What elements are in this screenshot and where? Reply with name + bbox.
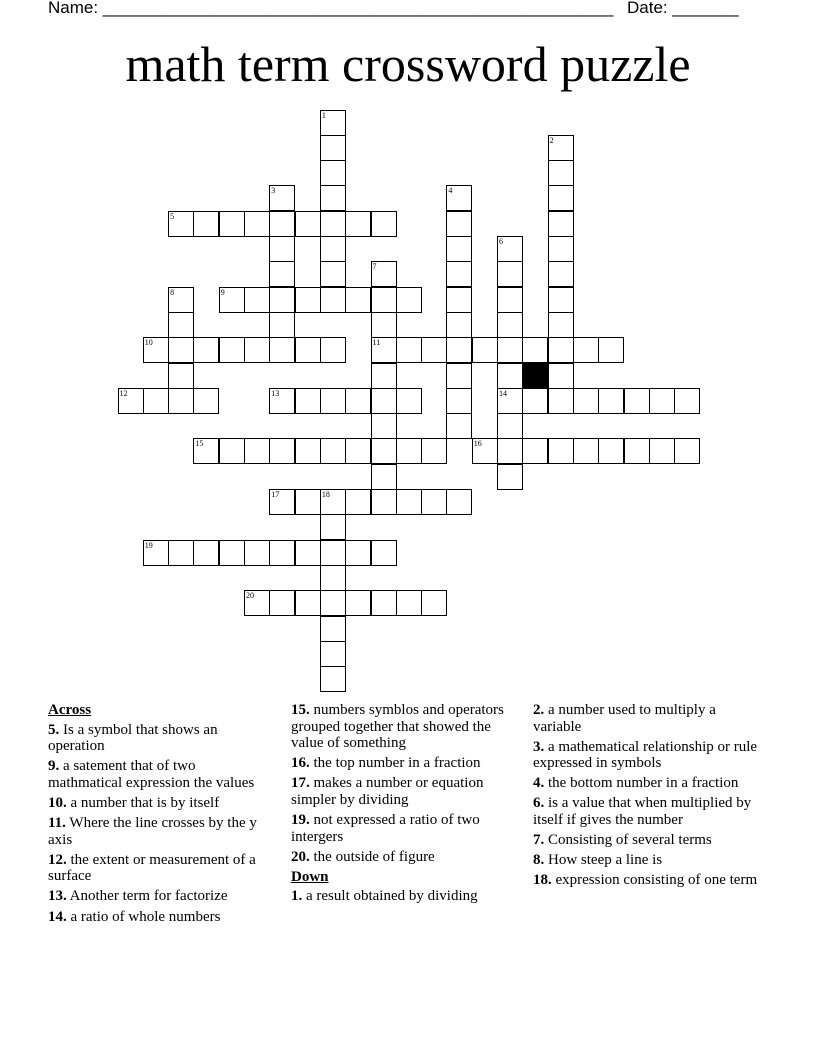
clue-column-3 [533,702,761,892]
clue-text: makes a number or equation simpler by dividing [291,775,484,808]
grid-cell[interactable] [371,261,397,287]
grid-cell[interactable] [548,388,574,414]
clue-number: 1. [291,888,303,905]
grid-cell[interactable] [219,211,245,237]
clue-number-label: 6 [499,237,503,246]
grid-cell[interactable] [497,312,523,338]
clue-column-2 [291,702,519,909]
clue-item [533,872,761,889]
grid-cell[interactable] [548,211,574,237]
clue-number-label: 7 [372,262,377,272]
clue-number-label: 14 [499,388,507,398]
clue-text: a satement that of two mathmatical expression the values [48,758,255,791]
grid-cell[interactable] [446,287,472,313]
grid-cell[interactable] [320,135,346,161]
grid-cell[interactable] [295,337,321,363]
grid-cell[interactable] [269,438,295,464]
clue-number: 8. [533,852,545,869]
grid-cell[interactable] [446,337,472,363]
grid-cell[interactable] [168,211,194,237]
grid-cell[interactable] [193,337,219,363]
grid-cell[interactable] [269,337,295,363]
grid-cell[interactable] [269,388,295,414]
grid-cell[interactable] [446,261,472,287]
clue-item [533,832,761,849]
clue-number: 11. [48,815,66,832]
grid-cell[interactable] [497,261,523,287]
grid-cell[interactable] [345,438,371,464]
grid-cell[interactable] [269,287,295,313]
grid-cell[interactable] [320,388,346,414]
grid-cell[interactable] [396,489,422,515]
grid-cell[interactable] [421,337,447,363]
clue-number-label: 5 [170,211,175,221]
grid-cell[interactable] [320,337,346,363]
across-heading: Across [48,702,92,718]
grid-cell[interactable] [219,287,245,313]
clue-item [533,702,761,735]
grid-cell[interactable] [320,287,346,313]
grid-cell[interactable] [295,438,321,464]
grid-cell[interactable] [649,388,675,414]
clue-text: How steep a line is [544,852,663,869]
grid-cell[interactable] [446,312,472,338]
grid-cell[interactable] [320,236,346,262]
grid-cell[interactable] [371,363,397,389]
clue-item [48,795,268,812]
clue-number: 13. [48,888,67,905]
grid-cell[interactable] [295,590,321,616]
clue-text: not expressed a ratio of two intergers [291,812,480,845]
clue-item [48,888,268,905]
grid-cell[interactable] [345,590,371,616]
clue-number: 17. [291,775,310,792]
clue-text: a number that is by itself [66,794,220,811]
clue-item [48,909,268,926]
grid-cell[interactable] [320,438,346,464]
grid-cell[interactable] [295,540,321,566]
grid-cell[interactable] [522,438,548,464]
grid-cell[interactable] [320,261,346,287]
grid-cell[interactable] [269,236,295,262]
grid-cell[interactable] [446,236,472,262]
grid-cell[interactable] [396,590,422,616]
clue-number: 9. [48,758,60,775]
clue-number: 12. [48,851,67,868]
grid-cell[interactable] [446,211,472,237]
clue-number: 2. [533,702,545,718]
clue-number-label: 1 [321,110,326,120]
clue-number: 20. [291,848,310,865]
clue-text: Is a symbol that shows an operation [48,721,218,755]
grid-cell[interactable] [320,160,346,186]
clue-number: 14. [48,908,67,925]
grid-cell[interactable] [320,590,346,616]
grid-cell[interactable] [421,590,447,616]
clue-item [48,815,268,848]
down-heading: Down [291,868,329,885]
clue-item [291,755,519,772]
grid-cell[interactable] [168,337,194,363]
date-field-line: Date: _______ [627,0,739,17]
grid-cell[interactable] [446,489,472,515]
grid-cell[interactable] [219,438,245,464]
grid-cell[interactable] [421,489,447,515]
grid-cell[interactable] [269,261,295,287]
grid-cell[interactable] [320,514,346,540]
clue-text: a ratio of whole numbers [66,908,221,925]
grid-cell[interactable] [168,312,194,338]
clue-number-label: 17 [271,490,280,499]
grid-cell[interactable] [446,388,472,414]
grid-cell[interactable] [548,135,574,161]
grid-cell[interactable] [320,641,346,667]
clue-text: Another term for factorize [66,888,228,905]
grid-cell[interactable] [522,388,548,414]
clue-item [291,849,519,866]
grid-cell[interactable] [345,388,371,414]
clue-text: the bottom number in a fraction [544,775,739,792]
grid-cell[interactable] [421,438,447,464]
grid-cell[interactable] [168,287,194,313]
grid-cell[interactable] [522,337,548,363]
grid-cell[interactable] [548,185,574,211]
grid-cell[interactable] [396,287,422,313]
clue-number-label: 8 [170,287,175,297]
grid-cell[interactable] [371,388,397,414]
puzzle-title: math term crossword puzzle [125,36,691,92]
clue-item [291,702,519,752]
clue-number-label: 2 [549,135,554,145]
grid-cell[interactable] [244,438,270,464]
grid-cell[interactable] [168,363,194,389]
clue-number-label: 3 [271,186,276,196]
clue-number: 6. [533,795,545,812]
grid-cell[interactable] [320,540,346,566]
grid-cell[interactable] [446,363,472,389]
grid-cell[interactable] [371,287,397,313]
clue-text: numbers symblos and operators grouped together that showed the value of something [291,702,504,752]
clue-text: the extent or measurement of a surface [48,851,256,885]
grid-cell[interactable] [573,438,599,464]
grid-cell[interactable] [371,438,397,464]
clue-number-label: 15 [195,439,204,449]
grid-cell[interactable] [168,540,194,566]
clue-number: 5. [48,721,60,738]
grid-cell[interactable] [624,438,650,464]
grid-cell[interactable] [548,160,574,186]
clue-text: a mathematical relationship or rule expressed in symbols [533,738,758,772]
clue-item [533,852,761,869]
clue-text: Consisting of several terms [544,832,712,849]
clue-number-label: 11 [372,338,381,348]
clue-number-label: 9 [220,287,225,297]
grid-cell[interactable] [497,413,523,439]
grid-cell[interactable] [548,261,574,287]
clue-number-label: 10 [144,338,153,348]
grid-cell[interactable] [598,438,624,464]
clue-number: 19. [291,812,310,829]
clue-text: is a value that when multiplied by itself if gives the number [533,795,752,829]
clue-number-label: 19 [144,540,153,550]
grid-cell[interactable] [345,540,371,566]
grid-cell[interactable] [244,540,270,566]
grid-cell[interactable] [118,388,144,414]
grid-cell[interactable] [244,287,270,313]
grid-cell[interactable] [371,464,397,490]
grid-cell[interactable] [320,666,346,692]
grid-cell[interactable] [598,337,624,363]
grid-cell[interactable] [244,590,270,616]
grid-cell[interactable] [396,337,422,363]
grid-cell[interactable] [345,211,371,237]
grid-cell[interactable] [295,211,321,237]
grid-cell[interactable] [244,211,270,237]
grid-cell[interactable] [497,363,523,389]
grid-cell[interactable] [244,337,270,363]
grid-cell[interactable] [320,110,346,136]
clue-number: 15. [291,702,310,718]
grid-cell[interactable] [497,236,523,262]
clue-number: 3. [533,738,545,755]
grid-cell[interactable] [548,312,574,338]
grid-cell[interactable] [269,211,295,237]
clue-text: a result obtained by dividing [302,888,478,905]
grid-cell[interactable] [345,489,371,515]
across-clue-list-continued [291,702,519,865]
clue-number: 10. [48,794,67,811]
clue-item [533,739,761,772]
grid-cell[interactable] [143,337,169,363]
grid-cell[interactable] [295,489,321,515]
grid-cell[interactable] [143,540,169,566]
grid-cell[interactable] [320,489,346,515]
grid-cell[interactable] [573,337,599,363]
grid-cell[interactable] [497,438,523,464]
clue-number: 7. [533,832,545,849]
grid-cell[interactable] [371,337,397,363]
clue-number-label: 13 [271,388,280,398]
grid-cell[interactable] [269,540,295,566]
clue-text: expression consisting of one term [551,872,758,889]
grid-cell[interactable] [649,438,675,464]
clue-item [48,852,268,885]
grid-cell[interactable] [320,565,346,591]
clue-text: the outside of figure [309,848,435,865]
grid-cell[interactable] [396,438,422,464]
grid-cell[interactable] [320,185,346,211]
clue-item [533,775,761,792]
down-clue-list-continued [533,702,761,889]
grid-cell[interactable] [548,236,574,262]
clue-number: 16. [291,755,310,772]
grid-cell[interactable] [674,438,700,464]
grid-cell[interactable] [295,287,321,313]
grid-cell[interactable] [624,388,650,414]
grid-cell[interactable] [143,388,169,414]
grid-cell[interactable] [396,388,422,414]
clue-number-label: 18 [321,490,330,499]
grid-cell[interactable] [548,438,574,464]
grid-cell[interactable] [193,540,219,566]
grid-cell[interactable] [371,489,397,515]
clue-item [533,795,761,828]
clue-item [291,812,519,845]
clue-text: a number used to multiply a variable [533,702,716,735]
grid-cell[interactable] [295,388,321,414]
grid-cell[interactable] [446,185,472,211]
clue-number: 4. [533,775,545,792]
name-field-line: Name: ______________________________________________________ [48,0,614,17]
grid-cell[interactable] [472,438,498,464]
grid-cell[interactable] [371,312,397,338]
grid-cell[interactable] [371,540,397,566]
clue-text: Where the line crosses by the y axis [48,815,257,848]
clue-number: 18. [533,872,552,889]
grid-cell[interactable] [497,337,523,363]
clue-number-label: 16 [473,439,482,449]
grid-cell[interactable] [497,388,523,414]
down-clue-list [291,888,519,905]
grid-cell[interactable] [548,337,574,363]
grid-cell[interactable] [193,388,219,414]
clue-item [291,888,519,905]
grid-cell[interactable] [345,287,371,313]
across-clue-list [48,722,268,926]
grid-cell[interactable] [497,464,523,490]
grid-cell[interactable] [371,590,397,616]
clue-item [48,722,268,755]
grid-cell[interactable] [446,413,472,439]
grid-cell[interactable] [674,388,700,414]
clue-item [291,775,519,808]
grid-cell[interactable] [371,211,397,237]
grid-cell[interactable] [269,185,295,211]
grid-cell[interactable] [219,540,245,566]
grid-cell[interactable] [269,312,295,338]
black-square [522,363,548,389]
grid-cell[interactable] [320,211,346,237]
clue-column-1 [48,702,268,929]
grid-cell[interactable] [219,337,245,363]
grid-cell[interactable] [193,438,219,464]
grid-cell[interactable] [548,287,574,313]
grid-cell[interactable] [598,388,624,414]
grid-cell[interactable] [548,363,574,389]
clue-number-label: 20 [246,591,254,601]
grid-cell[interactable] [269,590,295,616]
grid-cell[interactable] [193,211,219,237]
grid-cell[interactable] [320,616,346,642]
clue-text: the top number in a fraction [309,755,481,772]
clue-number-label: 12 [119,388,128,398]
grid-cell[interactable] [371,413,397,439]
grid-cell[interactable] [168,388,194,414]
clue-number-label: 4 [448,186,453,196]
grid-cell[interactable] [573,388,599,414]
clue-item [48,758,268,791]
grid-cell[interactable] [472,337,498,363]
grid-cell[interactable] [497,287,523,313]
grid-cell[interactable] [269,489,295,515]
